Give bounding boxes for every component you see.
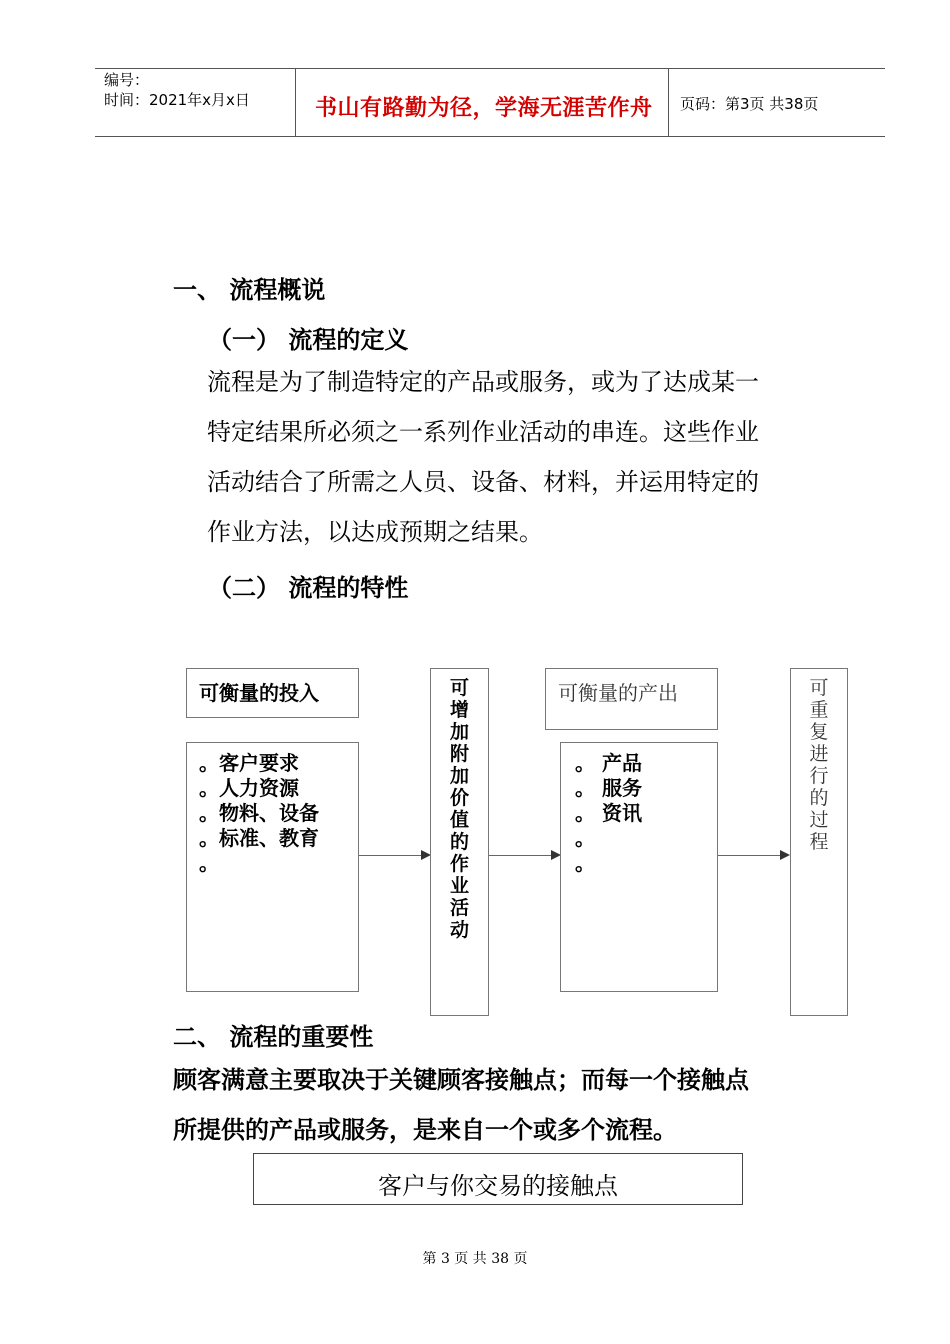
section1-title: 一、 流程概说 <box>173 276 326 304</box>
paragraph-line: 作业方法，以达成预期之结果。 <box>207 518 543 546</box>
footer-page-number: 第 3 页 共 38 页 <box>422 1251 528 1267</box>
section2-title: 二、 流程的重要性 <box>173 1023 374 1051</box>
arrow-line <box>718 855 780 856</box>
char: 加 <box>449 721 469 743</box>
arrow-line <box>359 855 421 856</box>
char: 加 <box>449 765 469 787</box>
paragraph-line: 流程是为了制造特定的产品或服务，或为了达成某一 <box>207 368 759 396</box>
arrow-line <box>489 855 551 856</box>
repeat-text <box>791 677 847 853</box>
char: 动 <box>449 919 469 941</box>
header-divider <box>295 68 296 136</box>
section1-sub1-title: （一） 流程的定义 <box>208 326 409 354</box>
list-item: 。客户要求 <box>199 751 299 775</box>
input-title-box <box>186 668 359 718</box>
list-item: 。 资讯 <box>575 801 642 825</box>
list-item: 。 服务 <box>575 776 642 800</box>
list-item: 。人力资源 <box>199 776 299 800</box>
header-top-rule <box>95 68 885 69</box>
header-bottom-rule <box>95 136 885 137</box>
touchpoint-box <box>253 1153 743 1205</box>
list-item: 。 <box>575 851 595 875</box>
header-number-label: 编号： <box>104 71 150 89</box>
section1-sub2-title: （二） 流程的特性 <box>208 574 409 602</box>
char: 作 <box>449 853 469 875</box>
section2-paragraph <box>173 1055 823 1155</box>
char: 价 <box>449 787 469 809</box>
char: 值 <box>449 809 469 831</box>
header-time-label: 时间：2021年x月x日 <box>104 91 250 109</box>
process-text <box>431 677 488 941</box>
paragraph-line: 顾客满意主要取决于关键顾客接触点；而每一个接触点 <box>173 1066 749 1094</box>
char: 复 <box>809 721 829 743</box>
output-title-box <box>545 668 718 730</box>
header-motto: 书山有路勤为径，学海无涯苦作舟 <box>315 96 653 121</box>
process-box <box>430 668 489 1016</box>
paragraph-line: 特定结果所必须之一系列作业活动的串连。这些作业 <box>207 418 759 446</box>
char: 可 <box>449 677 469 699</box>
char: 活 <box>449 897 469 919</box>
input-list <box>199 751 319 876</box>
char: 重 <box>809 699 829 721</box>
section1-sub1-paragraph <box>207 357 827 557</box>
char: 业 <box>449 875 469 897</box>
list-item: 。 <box>575 826 595 850</box>
char: 进 <box>809 743 829 765</box>
header-divider <box>668 68 669 136</box>
arrow-head-icon <box>780 850 790 860</box>
list-item: 。物料、设备 <box>199 801 319 825</box>
output-title: 可衡量的产出 <box>558 681 678 705</box>
input-list-box <box>186 742 359 992</box>
repeat-box <box>790 668 848 1016</box>
char: 的 <box>449 831 469 853</box>
touchpoint-title: 客户与你交易的接触点 <box>378 1172 618 1200</box>
header-page-label: 页码：第3页 共38页 <box>680 95 819 113</box>
list-item: 。标准、教育 <box>199 826 319 850</box>
char: 行 <box>809 765 829 787</box>
input-title: 可衡量的投入 <box>199 681 319 705</box>
list-item: 。 产品 <box>575 751 642 775</box>
paragraph-line: 所提供的产品或服务，是来自一个或多个流程。 <box>173 1116 677 1144</box>
output-list-box <box>560 742 718 992</box>
list-item: 。 <box>199 851 219 875</box>
char: 过 <box>809 809 829 831</box>
output-list <box>575 751 642 876</box>
char: 增 <box>449 699 469 721</box>
char: 可 <box>809 677 829 699</box>
char: 附 <box>449 743 469 765</box>
char: 程 <box>809 831 829 853</box>
char: 的 <box>809 787 829 809</box>
paragraph-line: 活动结合了所需之人员、设备、材料，并运用特定的 <box>207 468 759 496</box>
